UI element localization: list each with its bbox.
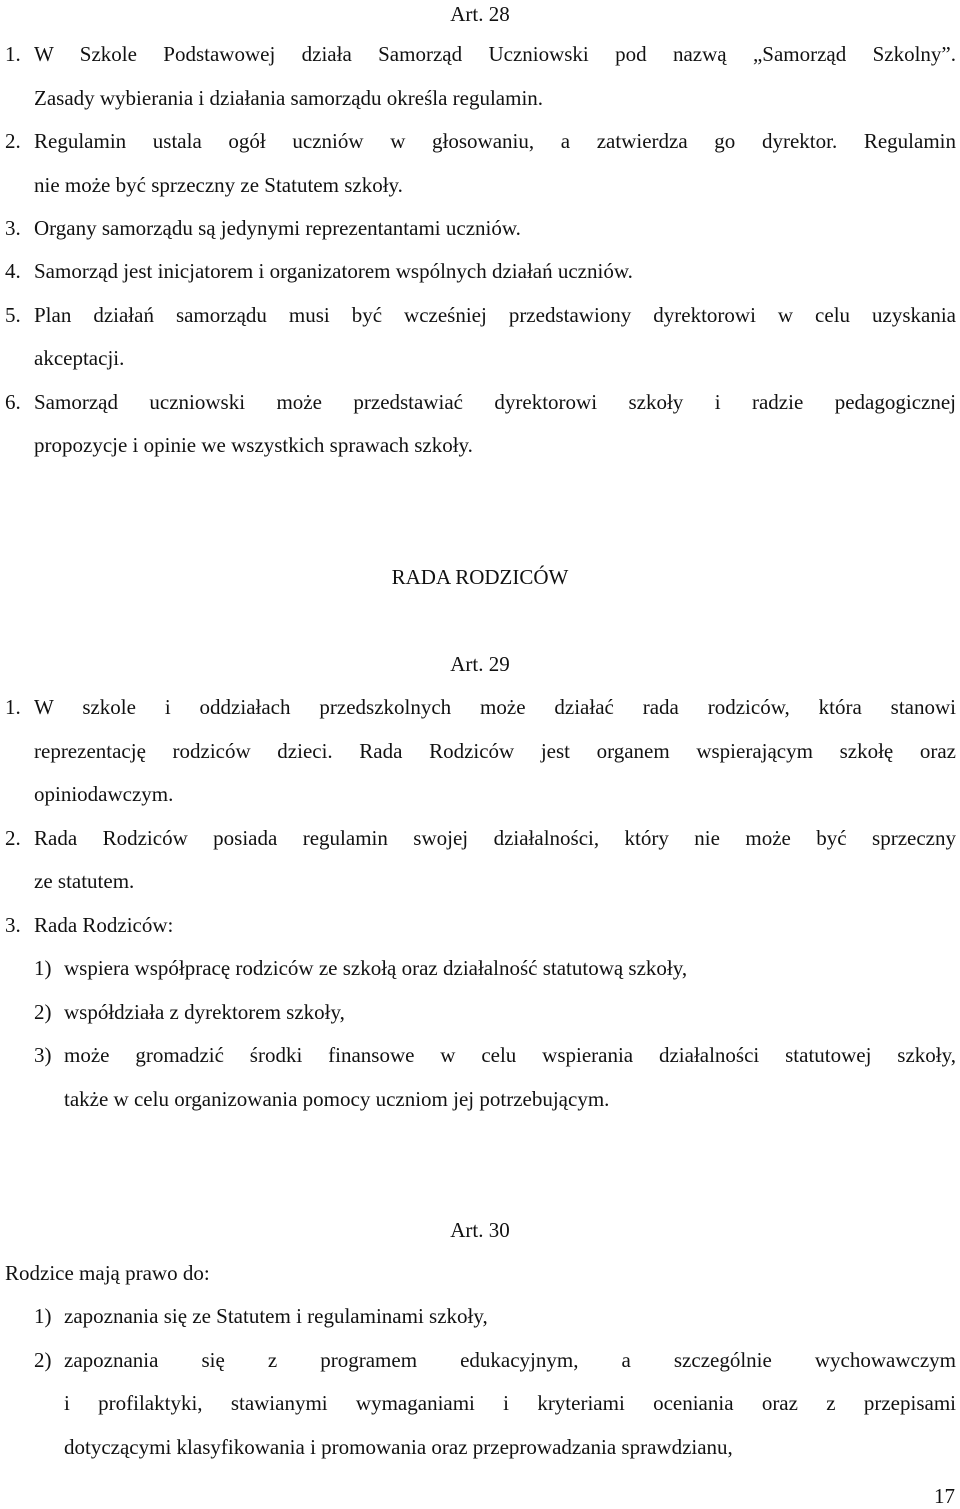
item-text: W szkole i oddziałach przedszkolnych może działać rada rodziców, która stanowi	[34, 695, 956, 719]
item-text: Plan działań samorządu musi być wcześniej przedstawiony dyrektorowi w celu uzyskania	[34, 303, 956, 327]
item-text: nie może być sprzeczny ze Statutem szkoły.	[34, 173, 403, 197]
item-number: 2.	[5, 826, 21, 850]
item-text: reprezentację rodziców dzieci. Rada Rodziców jest organem wspierającym szkołę oraz	[34, 739, 956, 763]
subitem-number: 1)	[34, 1304, 52, 1328]
subitem-text: zapoznania się ze Statutem i regulaminami szkoły,	[64, 1304, 488, 1328]
article-heading: Art. 30	[450, 1218, 510, 1242]
article-heading: Art. 28	[450, 2, 510, 26]
item-text: akceptacji.	[34, 346, 125, 370]
section-title: RADA RODZICÓW	[391, 565, 569, 589]
item-text: W Szkole Podstawowej działa Samorząd Uczniowski pod nazwą „Samorząd Szkolny”.	[34, 42, 956, 66]
subitem-text: zapoznania się z programem edukacyjnym, a szczególnie wychowawczym	[64, 1348, 956, 1372]
item-number: 3.	[5, 216, 21, 240]
item-text: propozycje i opinie we wszystkich sprawach szkoły.	[34, 433, 473, 457]
item-text: Samorząd jest inicjatorem i organizatorem wspólnych działań uczniów.	[34, 259, 633, 283]
article-heading: Art. 29	[450, 652, 510, 676]
item-text: opiniodawczym.	[34, 782, 174, 806]
subitem-text: współdziała z dyrektorem szkoły,	[64, 1000, 345, 1024]
subitem-text: wspiera współpracę rodziców ze szkołą oraz działalność statutową szkoły,	[64, 956, 688, 980]
subitem-number: 2)	[34, 1000, 52, 1024]
item-number: 2.	[5, 129, 21, 153]
item-text: Rada Rodziców:	[34, 913, 174, 937]
item-text: Rada Rodziców posiada regulamin swojej działalności, który nie może być sprzeczny	[34, 826, 956, 850]
item-number: 6.	[5, 390, 21, 414]
subitem-number: 2)	[34, 1348, 52, 1372]
item-text: Zasady wybierania i działania samorządu określa regulamin.	[34, 86, 544, 110]
subitem-text: i profilaktyki, stawianymi wymaganiami i kryteriami oceniania oraz z przepisami	[64, 1391, 956, 1415]
item-number: 1.	[5, 42, 21, 66]
item-number: 4.	[5, 259, 21, 283]
subitem-text: także w celu organizowania pomocy uczniom jej potrzebującym.	[64, 1087, 610, 1111]
item-number: 3.	[5, 913, 21, 937]
item-text: ze statutem.	[34, 869, 135, 893]
item-number: 1.	[5, 695, 21, 719]
subitem-text: może gromadzić środki finansowe w celu wspierania działalności statutowej szkoły,	[64, 1043, 956, 1067]
intro-line: Rodzice mają prawo do:	[5, 1261, 210, 1285]
item-text: Samorząd uczniowski może przedstawiać dyrektorowi szkoły i radzie pedagogicznej	[34, 390, 956, 414]
page-number: 17	[934, 1484, 955, 1508]
subitem-number: 3)	[34, 1043, 52, 1067]
item-text: Regulamin ustala ogół uczniów w głosowaniu, a zatwierdza go dyrektor. Regulamin	[34, 129, 956, 153]
item-number: 5.	[5, 303, 21, 327]
item-text: Organy samorządu są jedynymi reprezentantami uczniów.	[34, 216, 521, 240]
subitem-text: dotyczącymi klasyfikowania i promowania oraz przeprowadzania sprawdzianu,	[64, 1435, 733, 1459]
subitem-number: 1)	[34, 956, 52, 980]
